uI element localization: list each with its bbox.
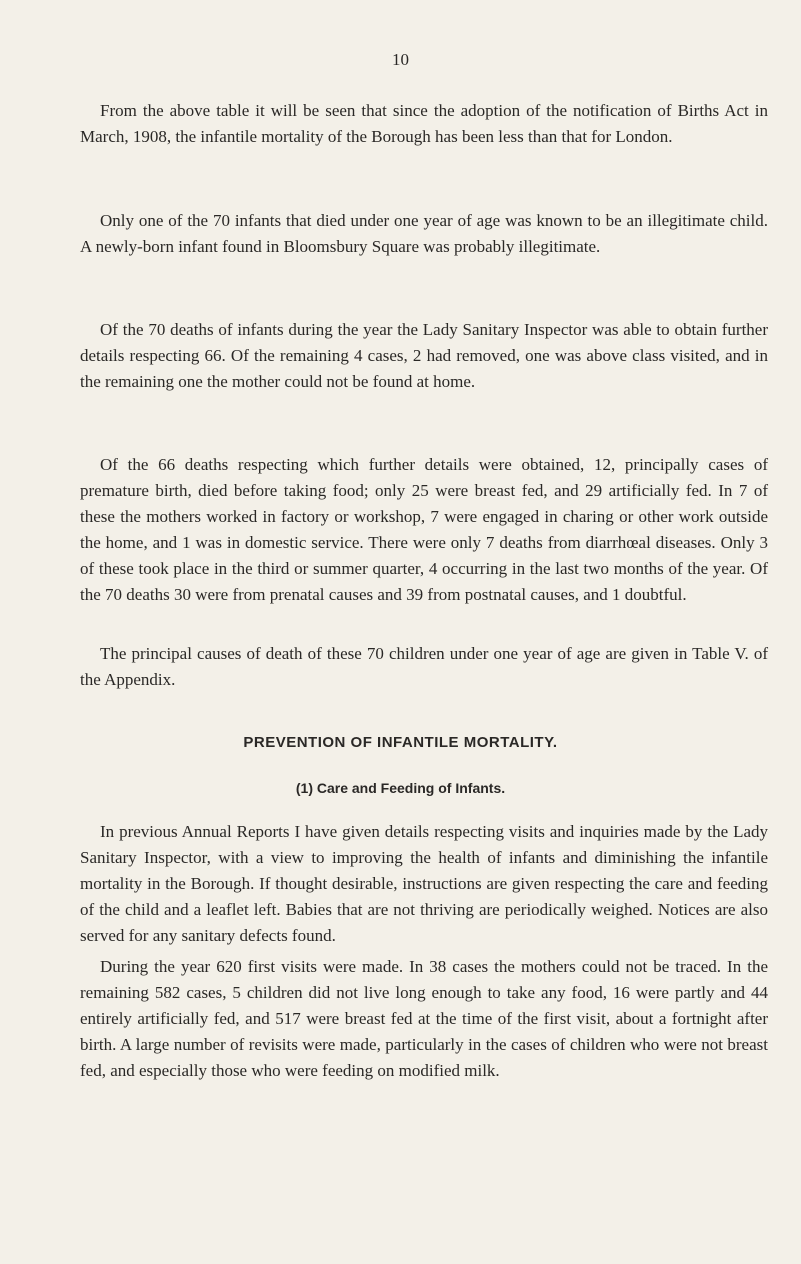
- paragraph-illegitimate: Only one of the 70 infants that died under one year of age was known to be an illegitimate child. A newly-born infant found in Bloomsbury Square was probably illegitimate.: [80, 211, 768, 256]
- paragraph-first-visits: During the year 620 first visits were made. In 38 cases the mothers could not be traced. In the remaining 582 cases, 5 children did not live long enough to take any food, 16 were partly and 44 entirely artificially fed, and 517 were breast fed at the time of the first visit, about a fortnight after birth. A large number of revisits were made, particularly in the cases of children who were not breast fed, and especially those who were feeding on modified milk.: [80, 957, 768, 1080]
- paragraph-previous-reports: In previous Annual Reports I have given details respecting visits and inquiries made by the Lady Sanitary Inspector, with a view to improving the health of infants and diminishing the infantile mortality in the Borough. If thought desirable, instructions are given respecting the care and feeding of the child and a leaflet left. Babies that are not thriving are periodically weighed. Notices are also served for any sanitary defects found.: [80, 822, 768, 945]
- paragraph-principal-causes: The principal causes of death of these 70 children under one year of age are given in Table V. of the Appendix.: [80, 644, 768, 689]
- paragraph-notification-act: From the above table it will be seen that since the adoption of the notification of Births Act in March, 1908, the infantile mortality of the Borough has been less than that for London.: [80, 101, 768, 146]
- page-number: 10: [392, 50, 409, 69]
- paragraph-inspector-details: Of the 70 deaths of infants during the year the Lady Sanitary Inspector was able to obtain further details respecting 66. Of the remaining 4 cases, 2 had removed, one was above class visited, and in the remaining one the mother could not be found at home.: [80, 320, 768, 391]
- paragraph-death-details: Of the 66 deaths respecting which further details were obtained, 12, principally cases of premature birth, died before taking food; only 25 were breast fed, and 29 artificially fed. In 7 of these the mothers worked in factory or workshop, 7 were engaged in charing or other work outside the home, and 1 was in domestic service. There were only 7 deaths from diarrhœal diseases. Only 3 of these took place in the third or summer quarter, 4 occurring in the last two months of the year. Of the 70 deaths 30 were from prenatal causes and 39 from postnatal causes, and 1 doubtful.: [80, 455, 768, 604]
- section-heading: PREVENTION OF INFANTILE MORTALITY.: [243, 734, 558, 751]
- subsection-heading: (1) Care and Feeding of Infants.: [295, 780, 506, 796]
